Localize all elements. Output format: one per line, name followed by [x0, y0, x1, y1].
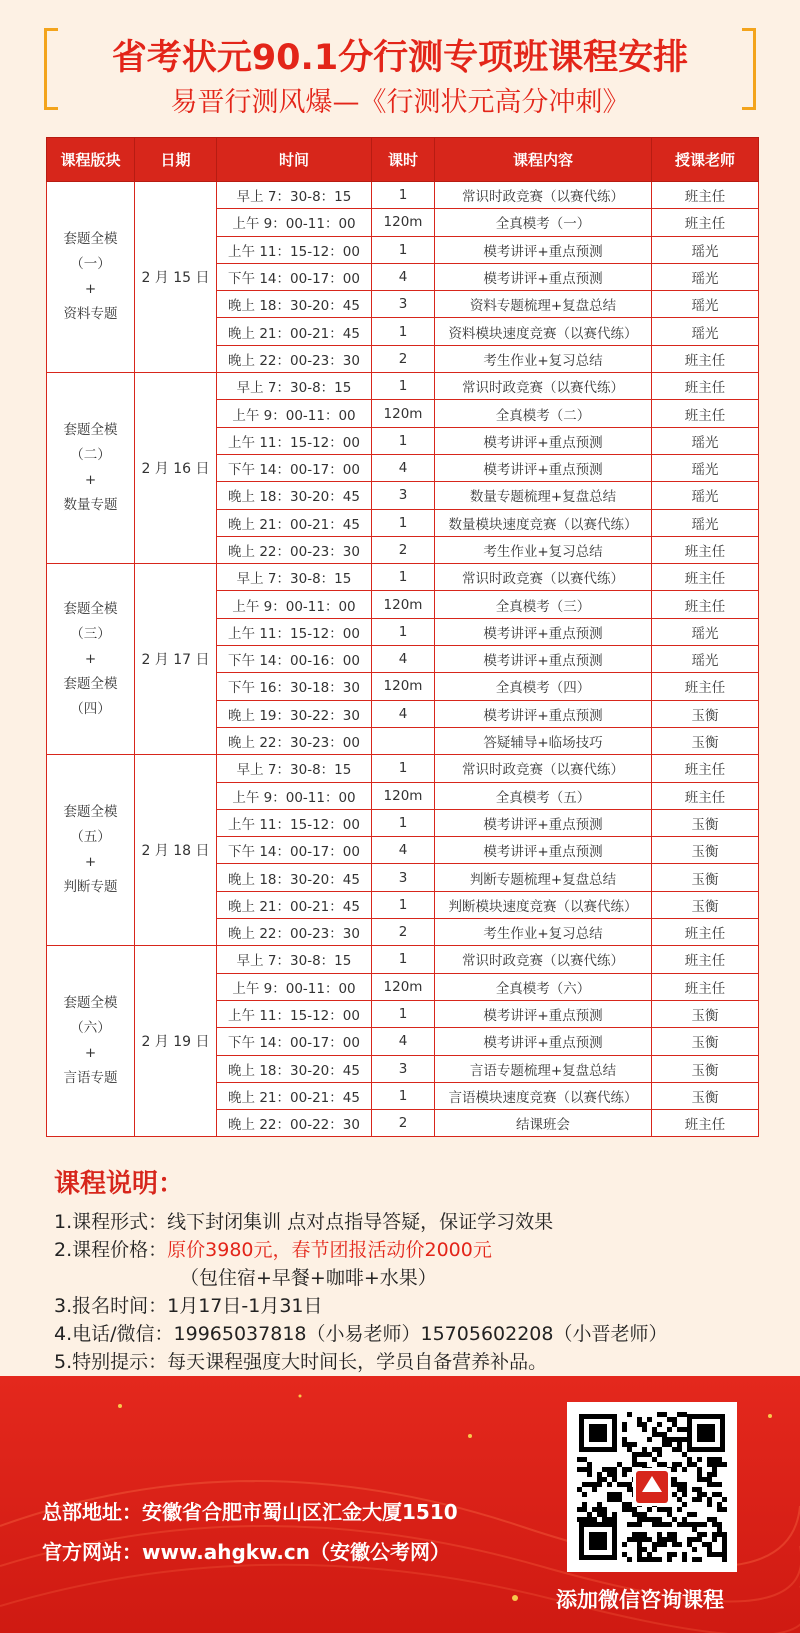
hours-cell: 120m [372, 400, 435, 427]
teacher-cell: 班主任 [652, 564, 759, 591]
time-cell: 晚上 22：00-23：30 [217, 345, 372, 372]
hours-cell: 4 [372, 700, 435, 727]
time-cell: 晚上 22：30-23：00 [217, 727, 372, 754]
course-block-line: 套题全模 [63, 675, 118, 692]
time-cell: 下午 14：00-17：00 [217, 1028, 372, 1055]
teacher-cell: 玉衡 [652, 1055, 759, 1082]
hours-cell: 1 [372, 427, 435, 454]
content-cell: 模考讲评+重点预测 [435, 427, 652, 454]
time-cell: 早上 7：30-8：15 [217, 182, 372, 209]
content-cell: 模考讲评+重点预测 [435, 454, 652, 481]
course-block-line: （二） [70, 447, 111, 464]
course-block-line: + [84, 472, 97, 489]
time-cell: 下午 16：30-18：30 [217, 673, 372, 700]
teacher-cell: 班主任 [652, 400, 759, 427]
hours-cell: 1 [372, 318, 435, 345]
hours-cell: 1 [372, 1000, 435, 1027]
course-block-line: （六） [70, 1020, 111, 1037]
time-cell: 上午 9：00-11：00 [217, 973, 372, 1000]
time-cell: 上午 9：00-11：00 [217, 591, 372, 618]
teacher-cell: 班主任 [652, 673, 759, 700]
teacher-cell: 班主任 [652, 536, 759, 563]
time-cell: 晚上 18：30-20：45 [217, 482, 372, 509]
date-cell: 2 月 18 日 [135, 755, 217, 946]
footer [0, 1376, 800, 1633]
teacher-cell: 班主任 [652, 782, 759, 809]
time-cell: 晚上 21：00-21：45 [217, 509, 372, 536]
hours-cell: 1 [372, 236, 435, 263]
content-cell: 模考讲评+重点预测 [435, 1028, 652, 1055]
course-block-cell [47, 564, 135, 755]
page-title: 省考状元90.1分行测专项班课程安排 [111, 38, 689, 78]
hours-cell: 3 [372, 1055, 435, 1082]
time-cell: 下午 14：00-17：00 [217, 454, 372, 481]
time-cell: 早上 7：30-8：15 [217, 755, 372, 782]
course-block-line: （一） [70, 256, 111, 273]
content-cell: 常识时政竞赛（以赛代练） [435, 755, 652, 782]
column-header-hours: 课时 [372, 138, 435, 182]
time-cell: 晚上 22：00-23：30 [217, 919, 372, 946]
time-cell: 晚上 22：00-23：30 [217, 536, 372, 563]
qr-caption: 添加微信咨询课程 [556, 1588, 724, 1612]
content-cell: 全真模考（四） [435, 673, 652, 700]
hours-cell: 120m [372, 673, 435, 700]
time-cell: 下午 14：00-17：00 [217, 263, 372, 290]
note-price-label: 2.课程价格： [54, 1239, 168, 1261]
time-cell: 晚上 21：00-21：45 [217, 318, 372, 345]
content-cell: 考生作业+复习总结 [435, 345, 652, 372]
teacher-cell: 瑶光 [652, 236, 759, 263]
table-row [47, 755, 759, 782]
content-cell: 常识时政竞赛（以赛代练） [435, 373, 652, 400]
content-cell: 常识时政竞赛（以赛代练） [435, 182, 652, 209]
teacher-cell: 玉衡 [652, 864, 759, 891]
course-block-line: 判断专题 [63, 879, 118, 896]
hours-cell: 2 [372, 345, 435, 372]
qr-code-icon [577, 1412, 727, 1562]
content-cell: 全真模考（二） [435, 400, 652, 427]
teacher-cell: 玉衡 [652, 809, 759, 836]
course-block-line: 数量专题 [63, 497, 118, 514]
course-block-line: （五） [70, 829, 111, 846]
table-header-row [47, 138, 759, 182]
teacher-cell: 玉衡 [652, 1028, 759, 1055]
hours-cell: 1 [372, 946, 435, 973]
content-cell: 模考讲评+重点预测 [435, 700, 652, 727]
content-cell: 全真模考（三） [435, 591, 652, 618]
content-cell: 全真模考（六） [435, 973, 652, 1000]
time-cell: 上午 11：15-12：00 [217, 618, 372, 645]
time-cell: 晚上 18：30-20：45 [217, 864, 372, 891]
content-cell: 言语模块速度竞赛（以赛代练） [435, 1082, 652, 1109]
course-block-cell [47, 755, 135, 946]
teacher-cell: 玉衡 [652, 700, 759, 727]
content-cell: 数量模块速度竞赛（以赛代练） [435, 509, 652, 536]
note-signup-time: 3.报名时间：1月17日-1月31日 [54, 1295, 323, 1317]
teacher-cell: 瑶光 [652, 509, 759, 536]
hours-cell: 4 [372, 646, 435, 673]
note-course-form: 1.课程形式：线下封闭集训 点对点指导答疑，保证学习效果 [54, 1211, 554, 1233]
content-cell: 结课班会 [435, 1110, 652, 1137]
date-cell: 2 月 15 日 [135, 182, 217, 373]
hours-cell: 3 [372, 291, 435, 318]
content-cell: 常识时政竞赛（以赛代练） [435, 564, 652, 591]
teacher-cell: 班主任 [652, 373, 759, 400]
time-cell: 晚上 18：30-20：45 [217, 1055, 372, 1082]
teacher-cell: 班主任 [652, 182, 759, 209]
teacher-cell: 班主任 [652, 209, 759, 236]
time-cell: 上午 11：15-12：00 [217, 809, 372, 836]
time-cell: 上午 11：15-12：00 [217, 236, 372, 263]
hours-cell: 4 [372, 1028, 435, 1055]
hours-cell: 4 [372, 454, 435, 481]
content-cell: 模考讲评+重点预测 [435, 809, 652, 836]
column-header-teacher: 授课老师 [652, 138, 759, 182]
header [0, 0, 800, 130]
course-block-line: + [84, 1045, 97, 1062]
page-subtitle: 易晋行测风爆—《行测状元高分冲刺》 [170, 87, 630, 118]
course-block-line: 套题全模 [63, 804, 118, 821]
hours-cell: 4 [372, 837, 435, 864]
time-cell: 晚上 19：30-22：30 [217, 700, 372, 727]
course-block-cell [47, 182, 135, 373]
hours-cell: 120m [372, 782, 435, 809]
date-cell: 2 月 16 日 [135, 373, 217, 564]
hours-cell: 1 [372, 564, 435, 591]
content-cell: 模考讲评+重点预测 [435, 618, 652, 645]
time-cell: 下午 14：00-16：00 [217, 646, 372, 673]
time-cell: 晚上 21：00-21：45 [217, 891, 372, 918]
hours-cell: 120m [372, 209, 435, 236]
hours-cell [372, 727, 435, 754]
course-block-line: （四） [70, 700, 111, 717]
note-price-extra: （包住宿+早餐+咖啡+水果） [180, 1267, 437, 1289]
time-cell: 上午 9：00-11：00 [217, 209, 372, 236]
note-course-price [54, 1236, 774, 1264]
course-block-line: 套题全模 [63, 995, 118, 1012]
teacher-cell: 瑶光 [652, 618, 759, 645]
hours-cell: 1 [372, 509, 435, 536]
hours-cell: 2 [372, 919, 435, 946]
teacher-cell: 瑶光 [652, 318, 759, 345]
content-cell: 常识时政竞赛（以赛代练） [435, 946, 652, 973]
table-row [47, 564, 759, 591]
column-header-time: 时间 [217, 138, 372, 182]
hours-cell: 3 [372, 482, 435, 509]
hours-cell: 4 [372, 263, 435, 290]
notes-title: 课程说明： [54, 1169, 185, 1199]
teacher-cell: 班主任 [652, 946, 759, 973]
teacher-cell: 班主任 [652, 345, 759, 372]
content-cell: 全真模考（一） [435, 209, 652, 236]
content-cell: 模考讲评+重点预测 [435, 646, 652, 673]
content-cell: 模考讲评+重点预测 [435, 263, 652, 290]
hours-cell: 1 [372, 891, 435, 918]
teacher-cell: 班主任 [652, 919, 759, 946]
content-cell: 判断模块速度竞赛（以赛代练） [435, 891, 652, 918]
hours-cell: 120m [372, 591, 435, 618]
official-website: 官方网站：www.ahgkw.cn（安徽公考网） [42, 1540, 450, 1564]
hours-cell: 120m [372, 973, 435, 1000]
teacher-cell: 班主任 [652, 591, 759, 618]
content-cell: 考生作业+复习总结 [435, 919, 652, 946]
column-header-date: 日期 [135, 138, 217, 182]
table-row [47, 182, 759, 209]
teacher-cell: 玉衡 [652, 727, 759, 754]
headquarters-address: 总部地址：安徽省合肥市蜀山区汇金大厦1510 [42, 1500, 458, 1524]
content-cell: 考生作业+复习总结 [435, 536, 652, 563]
schedule-table [46, 137, 759, 1137]
time-cell: 晚上 22：00-22：30 [217, 1110, 372, 1137]
course-block-line: 言语专题 [63, 1070, 118, 1087]
teacher-cell: 班主任 [652, 973, 759, 1000]
content-cell: 模考讲评+重点预测 [435, 1000, 652, 1027]
hours-cell: 1 [372, 755, 435, 782]
content-cell: 数量专题梳理+复盘总结 [435, 482, 652, 509]
note-price-value: 原价3980元，春节团报活动价2000元 [167, 1239, 492, 1261]
table-row [47, 373, 759, 400]
course-block-line: + [84, 650, 97, 667]
course-block-line: + [84, 854, 97, 871]
hours-cell: 2 [372, 536, 435, 563]
teacher-cell: 瑶光 [652, 291, 759, 318]
time-cell: 早上 7：30-8：15 [217, 946, 372, 973]
date-cell: 2 月 17 日 [135, 564, 217, 755]
teacher-cell: 班主任 [652, 1110, 759, 1137]
content-cell: 资料专题梳理+复盘总结 [435, 291, 652, 318]
course-block-cell [47, 373, 135, 564]
course-block-line: 资料专题 [63, 306, 118, 323]
content-cell: 模考讲评+重点预测 [435, 236, 652, 263]
column-header-content: 课程内容 [435, 138, 652, 182]
time-cell: 上午 11：15-12：00 [217, 1000, 372, 1027]
teacher-cell: 玉衡 [652, 837, 759, 864]
course-block-cell [47, 946, 135, 1137]
date-cell: 2 月 19 日 [135, 946, 217, 1137]
wechat-qr-code [567, 1402, 737, 1572]
time-cell: 上午 9：00-11：00 [217, 400, 372, 427]
course-block-line: + [84, 281, 97, 298]
hours-cell: 1 [372, 373, 435, 400]
time-cell: 晚上 21：00-21：45 [217, 1082, 372, 1109]
hours-cell: 3 [372, 864, 435, 891]
note-contact: 4.电话/微信：19965037818（小易老师）15705602208（小晋老师） [54, 1323, 668, 1345]
content-cell: 全真模考（五） [435, 782, 652, 809]
course-notes [54, 1163, 774, 1376]
time-cell: 早上 7：30-8：15 [217, 564, 372, 591]
course-block-line: （三） [70, 625, 111, 642]
schedule-body [47, 182, 759, 1137]
time-cell: 早上 7：30-8：15 [217, 373, 372, 400]
teacher-cell: 瑶光 [652, 482, 759, 509]
teacher-cell: 玉衡 [652, 1082, 759, 1109]
teacher-cell: 班主任 [652, 755, 759, 782]
teacher-cell: 瑶光 [652, 427, 759, 454]
time-cell: 上午 9：00-11：00 [217, 782, 372, 809]
teacher-cell: 瑶光 [652, 263, 759, 290]
course-block-line: 套题全模 [63, 231, 118, 248]
content-cell: 答疑辅导+临场技巧 [435, 727, 652, 754]
content-cell: 判断专题梳理+复盘总结 [435, 864, 652, 891]
content-cell: 模考讲评+重点预测 [435, 837, 652, 864]
column-header-block: 课程版块 [47, 138, 135, 182]
hours-cell: 1 [372, 618, 435, 645]
hours-cell: 1 [372, 1082, 435, 1109]
content-cell: 资料模块速度竞赛（以赛代练） [435, 318, 652, 345]
teacher-cell: 玉衡 [652, 891, 759, 918]
teacher-cell: 瑶光 [652, 646, 759, 673]
time-cell: 晚上 18：30-20：45 [217, 291, 372, 318]
hours-cell: 2 [372, 1110, 435, 1137]
time-cell: 下午 14：00-17：00 [217, 837, 372, 864]
course-block-line: 套题全模 [63, 600, 118, 617]
hours-cell: 1 [372, 809, 435, 836]
teacher-cell: 瑶光 [652, 454, 759, 481]
time-cell: 上午 11：15-12：00 [217, 427, 372, 454]
note-special-tip: 5.特别提示：每天课程强度大时间长，学员自备营养补品。 [54, 1351, 548, 1373]
content-cell: 言语专题梳理+复盘总结 [435, 1055, 652, 1082]
course-block-line: 套题全模 [63, 422, 118, 439]
teacher-cell: 玉衡 [652, 1000, 759, 1027]
hours-cell: 1 [372, 182, 435, 209]
table-row [47, 946, 759, 973]
